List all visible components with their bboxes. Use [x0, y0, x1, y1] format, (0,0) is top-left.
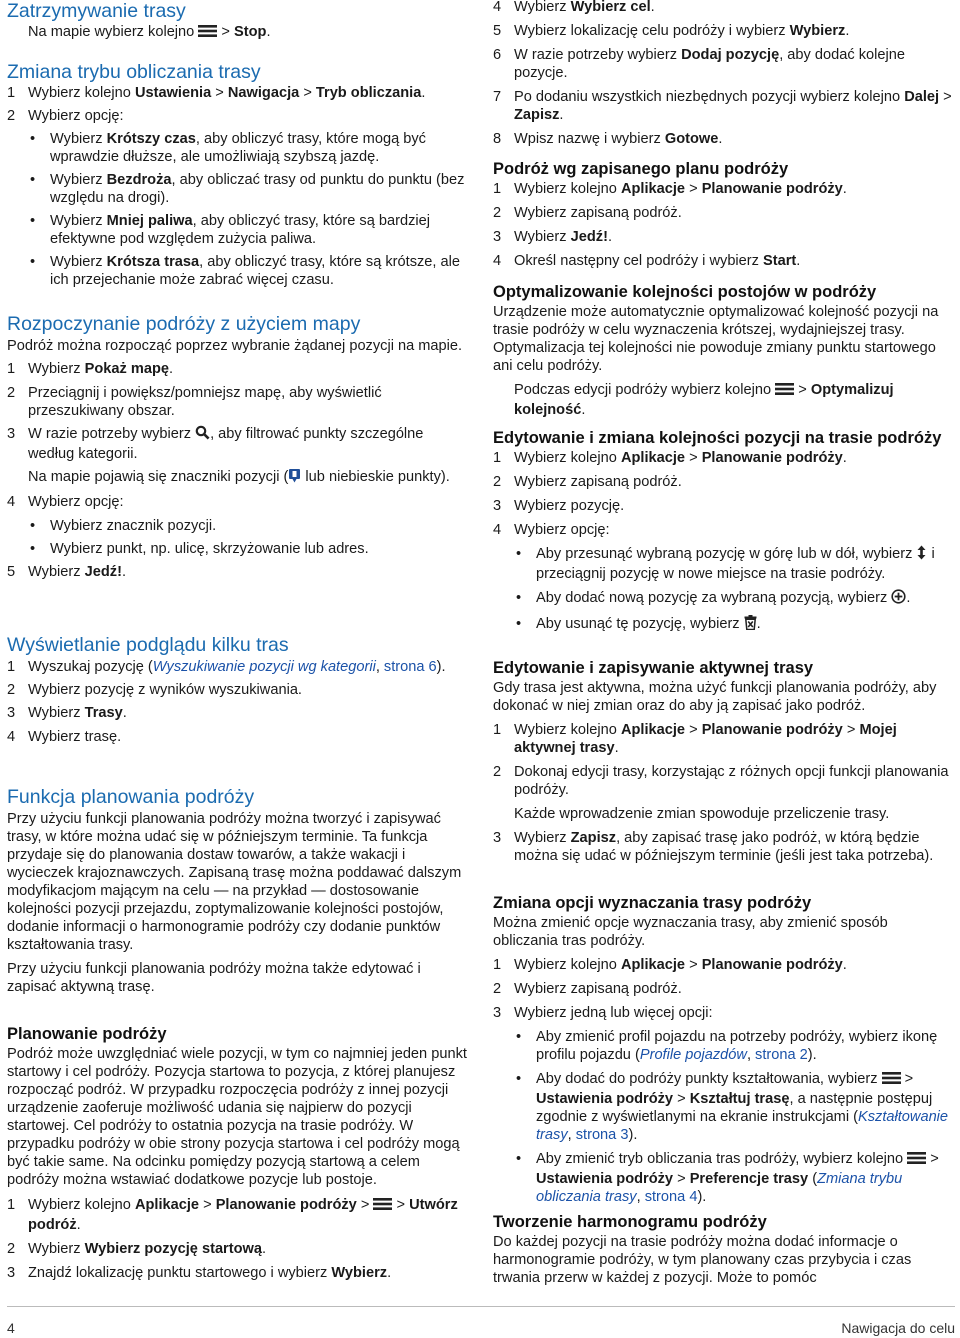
- list-item: 2 Wybierz zapisaną podróż.: [493, 474, 682, 490]
- paragraph: Na mapie wybierz kolejno > Stop.: [7, 23, 473, 43]
- list-item: 2 Dokonaj edycji trasy, korzystając z różnych opcji funkcji planowania podróży.: [493, 764, 949, 798]
- paragraph: Przy użyciu funkcji planowania podróży można tworzyć i zapisywać trasy, w które można udać się w późniejszym terminie. Ta funkcja przydaje się do planowania dostaw towarów, a także wakacji i wycieczek krajoznawczych. Zapisaną trasę można poddawać dalszym modyfikacjom mającym na celu — na przykład — dostosowanie kolejności pozycji przejazdu, zoptymalizowanie kolejności postojów, dodanie informacji o harmonogramie podróży czy dodanie punktów kształtowania trasy.: [7, 811, 462, 953]
- link-zmiana-trybu[interactable]: Zmiana trybu obliczania trasy: [536, 1171, 903, 1205]
- list-item: 3 Wybierz pozycję.: [493, 498, 625, 514]
- list-item: 2 Przeciągnij i powiększ/pomniejsz mapę, aby wyświetlić przeszukiwany obszar.: [7, 385, 382, 419]
- heading-aktywna-trasa: Edytowanie i zapisywanie aktywnej trasy: [493, 659, 814, 677]
- link-strona-6[interactable]: strona 6: [383, 659, 437, 675]
- list-item: 7 Po dodaniu wszystkich niezbędnych pozycji wybierz kolejno Dalej > Zapisz.: [493, 89, 952, 123]
- section-tworzenie-harmonogramu: [493, 1212, 955, 1287]
- list-item: 2 Wybierz Wybierz pozycję startową.: [7, 1241, 267, 1257]
- paragraph: Podróż można rozpocząć poprzez wybranie żądanej pozycji na mapie.: [7, 338, 463, 354]
- bullet-item: • Wybierz Mniej paliwa, aby obliczyć trasy, które są bardziej efektywne pod względem zużycia paliwa.: [30, 213, 430, 247]
- section-optymalizowanie: [493, 282, 955, 419]
- menu-icon: [775, 382, 794, 401]
- note: Każde wprowadzenie zmian spowoduje przeliczenie trasy.: [514, 806, 890, 822]
- bullet-item: • Wybierz Krótsza trasa, aby obliczyć trasy, które są krótsze, ale ich przejechanie może zabrać więcej czasu.: [30, 254, 461, 288]
- section-funkcja-planowania: [7, 786, 473, 996]
- bullet-item: • Wybierz Krótszy czas, aby obliczyć trasy, które mogą być wprawdzie dłuższe, ale umożliwiają szybszą jazdę.: [30, 131, 426, 165]
- menu-icon: [373, 1197, 392, 1216]
- list-item: 6 W razie potrzeby wybierz Dodaj pozycję, aby dodać kolejne pozycje.: [493, 47, 905, 81]
- list-item: 1 Wybierz kolejno Ustawienia > Nawigacja > Tryb obliczania.: [7, 85, 426, 101]
- section-planowanie: [7, 1024, 473, 1282]
- link-ksztaltowanie-trasy[interactable]: Kształtowanie trasy: [536, 1109, 949, 1143]
- paragraph: Urządzenie może automatycznie optymalizować kolejność pozycji na trasie podróży w celu wyznaczenia krótszej, wydajniejszej trasy. Optymalizacja tej kolejności nie powoduje zmiany punktu startowego ani celu podróży.: [493, 304, 939, 374]
- link-strona-4[interactable]: strona 4: [644, 1189, 698, 1205]
- link-strona-3[interactable]: strona 3: [575, 1127, 629, 1143]
- section-zmiana-opcji: [493, 893, 955, 1206]
- list-item: 3 Wybierz Jedź!.: [493, 229, 613, 245]
- note: Na mapie pojawią się znaczniki pozycji ( lub niebieskie punkty).: [7, 468, 473, 488]
- section-rozpoczynanie: [7, 313, 473, 581]
- footer-section-title: Nawigacja do celu: [841, 1320, 955, 1336]
- bullet-item: • Aby przesunąć wybraną pozycję w górę lub w dół, wybierz i przeciągnij pozycję w nowe miejsce na trasie podróży.: [516, 546, 935, 582]
- bullet-item: • Aby dodać nową pozycję za wybraną pozycją, wybierz .: [493, 589, 955, 609]
- bullet-item: • Aby dodać do podróży punkty kształtowania, wybierz > Ustawienia podróży > Kształtuj trasę, a następnie postępuj zgodnie z wyświetlanymi na ekranie instrukcjami (Kształtowanie trasy, strona 3).: [516, 1071, 949, 1143]
- heading-funkcja-planowania: Funkcja planowania podróży: [7, 786, 255, 808]
- menu-icon: [882, 1071, 901, 1090]
- add-circle-icon: [891, 589, 906, 609]
- heading-rozpoczynanie: Rozpoczynanie podróży z użyciem mapy: [7, 313, 361, 335]
- heading-edytowanie-kolejnosci: Edytowanie i zmiana kolejności pozycji na trasie podróży: [493, 429, 942, 447]
- list-item: 2 Wybierz zapisaną podróż.: [493, 981, 682, 997]
- list-item: 5 Wybierz lokalizację celu podróży i wybierz Wybierz.: [493, 23, 850, 39]
- bullet-item: • Wybierz punkt, np. ulicę, skrzyżowanie lub adres.: [30, 541, 369, 557]
- list-item: 3 Wybierz jedną lub więcej opcji:: [493, 1005, 713, 1021]
- heading-planowanie-podrozy: Planowanie podróży: [7, 1025, 167, 1043]
- section-zatrzymywanie: [7, 0, 473, 43]
- list-item: 1 Wybierz kolejno Aplikacje > Planowanie podróży.: [493, 450, 847, 466]
- list-item: 3 Znajdź lokalizację punktu startowego i wybierz Wybierz.: [7, 1265, 392, 1281]
- trash-icon: [744, 615, 757, 635]
- section-wyswietlanie: [7, 634, 473, 746]
- menu-icon: [198, 24, 217, 43]
- list-item: 1 Wybierz Pokaż mapę.: [7, 361, 174, 377]
- paragraph: Do każdej pozycji na trasie podróży można dodać informacje o harmonogramie podróży, w tym planowany czas przybycia i czas trwania przerw w każdej z pozycji. Może to pomóc: [493, 1234, 912, 1286]
- list-item: 4 Wybierz trasę.: [7, 729, 122, 745]
- paragraph: Podróż może uwzględniać wiele pozycji, w tym co najmniej jeden punkt startowy i cel podróży. Pozycja startowa to pozycja, z której planujesz rozpocząć podróż. W przypadku rozpoczęcia podróży z innej pozycji urządzenie zaoferuje możliwość udania się najpierw do pozycji startowej. Cel podróży to ostatnia pozycja na trasie podróży. W przypadku podróży w obie strony pozycja startowa i cel podróży mogą być takie same. Na odcinku pomiędzy pozycją startową a celem podróży można wstawiać dodatkowe pozycje lub postoje.: [7, 1046, 467, 1188]
- section-edytowanie-kolejnosci: [493, 428, 955, 635]
- paragraph: Można zmienić opcje wyznaczania trasy, aby zmienić sposób obliczania tras podróży.: [493, 915, 888, 949]
- heading-zmiana-opcji: Zmiana opcji wyznaczania trasy podróży: [493, 894, 812, 912]
- bullet-item: • Aby zmienić profil pojazdu na potrzeby podróży, wybierz ikonę profilu pojazdu (Profile pojazdów, strona 2).: [516, 1029, 938, 1063]
- search-icon: [195, 425, 210, 445]
- heading-wyswietlanie: Wyświetlanie podglądu kilku tras: [7, 634, 289, 656]
- section-podroz-wg-planu: [493, 159, 955, 270]
- heading-optymalizowanie: Optymalizowanie kolejności postojów w podróży: [493, 283, 877, 301]
- list-item: 2 Wybierz pozycję z wyników wyszukiwania.: [7, 682, 302, 698]
- heading-tworzenie-harmonogramu: Tworzenie harmonogramu podróży: [493, 1213, 767, 1231]
- section-zmiana-trybu: [7, 61, 473, 289]
- list-item: 3 Wybierz Zapisz, aby zapisać trasę jako podróż, w którą będzie można się udać w późniejszym terminie (jeśli jest taka potrzeba).: [493, 830, 934, 864]
- page-number: 4: [7, 1320, 15, 1336]
- bullet-item: • Wybierz Bezdroża, aby obliczać trasy od punktu do punktu (bez względu na drogi).: [30, 172, 465, 206]
- footer-divider: [7, 1306, 955, 1307]
- bullet-item: • Wybierz znacznik pozycji.: [30, 518, 217, 534]
- list-item: 4 Wybierz Wybierz cel.: [493, 0, 655, 15]
- list-item: 8 Wpisz nazwę i wybierz Gotowe.: [493, 131, 723, 147]
- paragraph: Przy użyciu funkcji planowania podróży można także edytować i zapisać aktywną trasę.: [7, 961, 421, 995]
- list-item: 5 Wybierz Jedź!.: [7, 564, 127, 580]
- section-aktywna-trasa: [493, 658, 955, 865]
- note: Podczas edycji podróży wybierz kolejno > Optymalizuj kolejność.: [514, 382, 894, 418]
- menu-icon: [907, 1151, 926, 1170]
- list-item: 4 Wybierz opcję:: [493, 522, 610, 538]
- drag-arrows-icon: [916, 545, 927, 565]
- link-strona-2[interactable]: strona 2: [755, 1047, 808, 1063]
- list-item: 3 Wybierz Trasy.: [7, 705, 127, 721]
- bullet-item: • Aby zmienić tryb obliczania tras podróży, wybierz kolejno > Ustawienia podróży > Preferencje trasy (Zmiana trybu obliczania trasy, strona 4).: [516, 1151, 939, 1205]
- heading-zatrzymywanie-trasy: Zatrzymywanie trasy: [7, 0, 186, 22]
- paragraph: Gdy trasa jest aktywna, można użyć funkcji planowania podróży, aby dokonać w niej zmian oraz do aby ją zapisać jako podróż.: [493, 680, 937, 714]
- list-item: 1 Wybierz kolejno Aplikacje > Planowanie podróży.: [493, 957, 847, 973]
- list-item: 1 Wybierz kolejno Aplikacje > Planowanie podróży > > Utwórz podróż.: [7, 1197, 458, 1233]
- link-wyszukiwanie-wg-kategorii[interactable]: Wyszukiwanie pozycji wg kategorii: [152, 659, 376, 675]
- list-item: 4 Określ następny cel podróży i wybierz Start.: [493, 253, 801, 269]
- list-item: 3 W razie potrzeby wybierz , aby filtrować punkty szczególne według kategorii.: [7, 426, 424, 462]
- list-item: 1 Wybierz kolejno Aplikacje > Planowanie podróży.: [493, 181, 847, 197]
- link-profile-pojazdow[interactable]: Profile pojazdów: [639, 1047, 747, 1063]
- section-planowanie-cont: [493, 0, 955, 148]
- list-item: 2 Wybierz zapisaną podróż.: [493, 205, 682, 221]
- list-item: 1 Wybierz kolejno Aplikacje > Planowanie podróży > Mojej aktywnej trasy.: [493, 722, 897, 756]
- list-item: 1 Wyszukaj pozycję (Wyszukiwanie pozycji wg kategorii, strona 6).: [7, 659, 446, 675]
- bullet-item: • Aby usunąć tę pozycję, wybierz .: [493, 615, 955, 635]
- heading-zmiana-trybu: Zmiana trybu obliczania trasy: [7, 61, 261, 83]
- map-pin-icon: [288, 468, 301, 488]
- heading-podroz-wg-planu: Podróż wg zapisanego planu podróży: [493, 160, 789, 178]
- list-item: 2 Wybierz opcję:: [7, 108, 124, 124]
- list-item: 4 Wybierz opcję:: [7, 494, 124, 510]
